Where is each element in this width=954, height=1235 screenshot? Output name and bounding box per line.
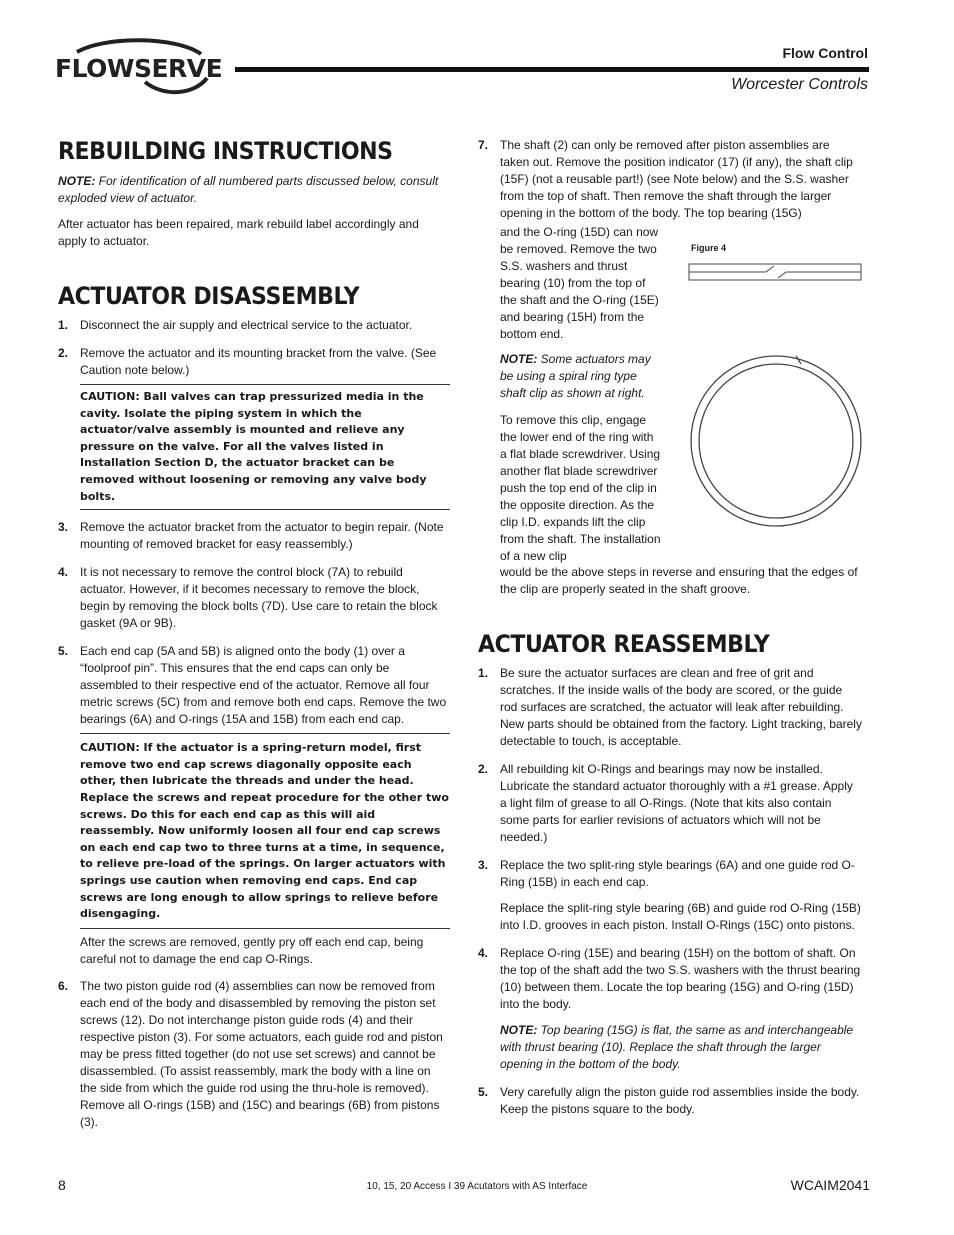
step-number: 1. (478, 666, 489, 680)
step-7-text-narrow: and the O-ring (15D) can now be removed. Remove the two S.S. washers and thrust bearing (10) from the top of the shaft and the O-ring (15E) and bearing (15H) from the bottom end. (500, 225, 659, 341)
step-text: It is not necessary to remove the control block (7A) to rebuild actuator. However, if it becomes necessary to remove the block, begin by removing the block bolts (7D). Use care to retain the block gasket (9A or 9B). (80, 565, 438, 631)
rebuild-note (58, 173, 450, 207)
clip-removal-end: would be the above steps in reverse and ensuring that the edges of the clip are properly seated in the shaft groove. (500, 565, 858, 596)
step-number: 5. (58, 644, 69, 659)
disassembly-step-1 (58, 317, 450, 334)
step-7-note (500, 351, 660, 402)
step-note (500, 1022, 862, 1073)
spiral-ring-icon (688, 350, 864, 532)
figure-label: Figure 4 (691, 243, 727, 253)
disassembly-step-5 (58, 643, 450, 968)
note-label: NOTE: (58, 174, 96, 188)
left-column (58, 137, 450, 1131)
reassembly-title: ACTUATOR REASSEMBLY (478, 630, 770, 658)
step-text: The two piston guide rod (4) assemblies can now be removed from each end of the body and disassembled by removing the piston set screws (12). Do not interchange piston guide rods (4) and their respective piston (3). For some actuators, each guide rod and piston may be press fitted together (do not use set screws) and cannot be disassembled. (To assist reassembly, mark the body with a line on the side from which the guide rod using the thru-hole is removed). Remove all O-rings (15B) and (15C) and bearings (6B) from pistons (3). (80, 978, 443, 1129)
logo-wordmark: FLOWSERVE (55, 54, 223, 83)
step-number: 3. (478, 858, 489, 872)
step-text: Each end cap (5A and 5B) is aligned onto the body (1) over a “foolproof pin”. This ensures that the end caps can only be assembled to their respective end of the actuator. Remove all four metric screws (5C) from and remove both end caps. Remove the two bearings (6A) and O-rings (15A and 15B) from each end cap. (80, 644, 447, 727)
footer-doc-code: WCAIM2041 (790, 1177, 870, 1193)
disassembly-step-6 (58, 978, 450, 1131)
caution-note-2: CAUTION: If the actuator is a spring-return model, first remove two end cap screws diagonally opposite each other, then lubricate the threads and under the head. Replace the screws and repeat procedure for the other two screws. Do this for each end cap as this will aid reassembly. Now uniformly loosen all four end cap screws on each end cap two to three turns at a time, in sequence, to relieve pre-load of the springs. On larger actuators with springs use caution when removing end caps. End cap screws are long enough to allow springs to relieve before disengaging. (80, 741, 449, 921)
step-text-cont: Replace the split-ring style bearing (6B) and guide rod O-Ring (15B) into I.D. grooves in each piston. Install O-Rings (15C) onto pistons. (500, 901, 861, 932)
step-number: 2. (478, 762, 489, 776)
disassembly-title: ACTUATOR DISASSEMBLY (58, 282, 360, 310)
step-7-number: 7. (478, 138, 489, 152)
rebuilding-title: REBUILDING INSTRUCTIONS (58, 137, 393, 165)
caution-top-rule (80, 384, 450, 385)
step-number: 4. (478, 946, 489, 960)
disassembly-step-2 (58, 345, 450, 510)
step-number: 6. (58, 978, 69, 993)
reassembly-step-3 (478, 857, 862, 934)
reassembly-step-4 (478, 945, 862, 1073)
step-text: Replace O-ring (15E) and bearing (15H) on the bottom of shaft. On the top of the shaft add the two S.S. washers with the thrust bearing (10) between them. Locate the top bearing (15G) and O-ring (15D) into the body. (500, 946, 861, 1011)
step-number: 4. (58, 565, 69, 580)
disassembly-step-4 (58, 564, 450, 632)
step-number: 2. (58, 346, 69, 360)
flowserve-logo (55, 38, 223, 98)
caution-bottom-rule (80, 509, 450, 510)
step-text-cont: After the screws are removed, gently pry off each end cap, being careful not to damage the end cap O-Rings. (80, 934, 424, 966)
reassembly-step-1 (478, 665, 862, 750)
caution-note-1: CAUTION: Ball valves can trap pressurized media in the cavity. Isolate the piping system in which the actuator/valve assembly is mounted and relieve any pressure on the valve. For all the valves listed in Installation Section D, the actuator bracket can be removed without loosening or removing any valve body bolts. (80, 390, 427, 503)
step-number: 3. (58, 520, 69, 535)
note-label: NOTE: (500, 1023, 538, 1037)
rebuild-para: After actuator has been repaired, mark rebuild label accordingly and apply to actuator. (58, 217, 419, 248)
footer-doc-title: 10, 15, 20 Access I 39 Acutators with AS Interface (366, 1181, 588, 1192)
reassembly-step-2 (478, 761, 862, 846)
caution-bottom-rule (80, 928, 450, 929)
step-text: Be sure the actuator surfaces are clean and free of grit and scratches. If the inside walls of the body are scored, or the guide rod surfaces are scratched, the actuator will leak after rebuilding. New parts should be obtained from the factory. Light tracking, barely detectable to touch, is acceptable. (500, 666, 862, 748)
step-text: Replace the two split-ring style bearings (6A) and one guide rod O-Ring (15B) in each end cap. (500, 858, 855, 889)
header-rule (235, 67, 869, 72)
step-text: Remove the actuator and its mounting bracket from the valve. (See Caution note below.) (80, 346, 437, 377)
clip-side-view (689, 264, 861, 280)
note-text: For identification of all numbered parts discussed below, consult exploded view of actuator. (58, 174, 439, 205)
step-text: Very carefully align the piston guide rod assemblies inside the body. Keep the pistons square to the body. (500, 1085, 860, 1116)
header-division: Flow Control (782, 45, 868, 61)
step-7-text: The shaft (2) can only be removed after piston assemblies are taken out. Remove the position indicator (17) (if any), the shaft clip (15F) (not a reusable part!) (see Note below) and the S.S. washer from the top of shaft. Then remove the shaft through the larger opening in the bottom of the body. The top bearing (15G) (500, 138, 853, 220)
caution-top-rule (80, 733, 450, 734)
reassembly-section (478, 630, 862, 1118)
page-number: 8 (58, 1177, 66, 1193)
step-number: 1. (58, 318, 69, 332)
note-text: Some actuators may be using a spiral ring type shaft clip as shown at right. (500, 352, 651, 400)
reassembly-step-5 (478, 1084, 862, 1118)
note-label: NOTE: (500, 352, 538, 366)
step-text: Remove the actuator bracket from the actuator to begin repair. (Note mounting of removed bracket for easy reassembly.) (80, 520, 444, 552)
clip-removal-text: To remove this clip, engage the lower end of the ring with a flat blade screwdriver. Using another flat blade screwdriver push the top end of the clip in the opposite direction. As the clip I.D. expands lift the clip from the shaft. The installation of a new clip (500, 413, 661, 563)
note-text: Top bearing (15G) is flat, the same as and interchangeable with thrust bearing (10). Replace the shaft through the larger opening in the bottom of the body. (500, 1023, 854, 1071)
step-number: 5. (478, 1085, 489, 1099)
disassembly-step-3 (58, 519, 450, 553)
step-text: Disconnect the air supply and electrical service to the actuator. (80, 318, 413, 332)
step-text: All rebuilding kit O-Rings and bearings may now be installed. Lubricate the standard actuator thoroughly with a #1 grease. Apply a light film of grease to all O-Rings. (Note that kits also contain some parts for earlier revisions of actuators which will not be needed.) (500, 762, 853, 844)
header-brand: Worcester Controls (731, 76, 868, 93)
